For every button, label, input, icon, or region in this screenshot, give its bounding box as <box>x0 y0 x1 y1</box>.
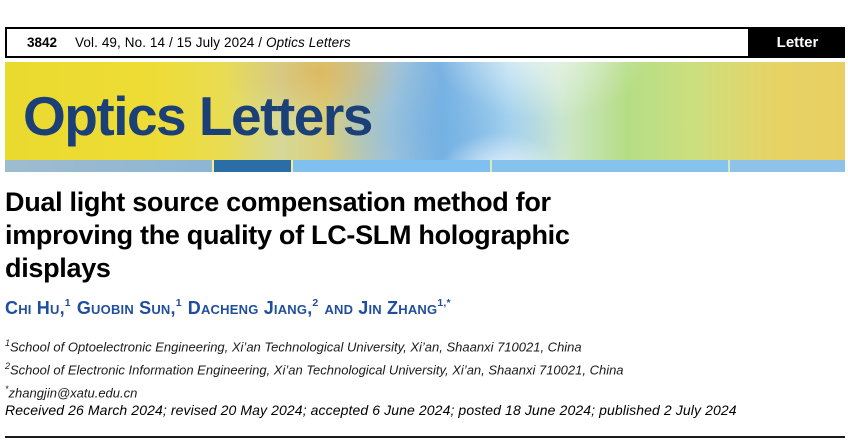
author-1-affil-mark: 1 <box>64 297 71 309</box>
publication-history: Received 26 March 2024; revised 20 May 2024; accepted 6 June 2024; posted 18 June 2024; published 2 July 2024 <box>5 402 737 418</box>
title-line-1: Dual light source compensation method for <box>5 187 551 217</box>
affiliation-2: $^2$School of Electronic Information Engineering, Xi’an Technological University, Xi’an, Shaanxi 710021, China <box>5 360 624 378</box>
author-3-affil-mark: 2 <box>312 297 319 309</box>
email-text: zhangjin@xatu.edu.cn <box>8 384 138 400</box>
journal-logo: Optics Letters <box>23 85 372 147</box>
title-line-2: improving the quality of LC-SLM holographic <box>5 220 570 250</box>
authors-line <box>5 298 457 319</box>
affiliation-1-mark: 1 <box>5 338 11 348</box>
journal-citation <box>75 35 351 50</box>
affiliation-2-mark: 2 <box>5 360 11 371</box>
citation-header-bar <box>5 27 845 58</box>
author-2: Guobin Sun,$^1$ <box>76 297 182 318</box>
accent-segment <box>730 160 845 172</box>
page-number: 3842 <box>27 35 58 50</box>
affiliation-1: $^1$School of Optoelectronic Engineering, Xi’an Technological University, Xi’an, Shaanxi 710021, China <box>5 338 582 355</box>
citation-volume-date: Vol. 49, No. 14 / 15 July 2024 / <box>75 35 266 50</box>
author-1: Chi Hu,$^1$ <box>5 297 71 318</box>
author-2-affil-mark: 1 <box>175 297 182 309</box>
author-4: Jin Zhang$^{1,*}$ <box>358 297 451 318</box>
author-conjunction: and <box>324 298 354 318</box>
citation-journal-name: Optics Letters <box>265 35 351 50</box>
affiliations-block <box>5 334 624 402</box>
accent-segment <box>492 160 728 172</box>
accent-segment-dark <box>214 160 291 172</box>
article-type-badge: Letter <box>750 27 845 58</box>
accent-segment <box>293 160 490 172</box>
banner-accent-bar <box>5 160 845 172</box>
citation-box <box>5 27 750 58</box>
author-3: Dacheng Jiang,$^2$ <box>187 297 319 318</box>
corresponding-email-mark: * <box>5 383 9 394</box>
article-title <box>5 186 570 285</box>
journal-banner <box>5 62 845 160</box>
title-line-3: displays <box>5 253 111 283</box>
corresponding-email <box>5 380 624 403</box>
section-divider-rule <box>5 436 845 438</box>
author-4-affil-mark: 1,* <box>437 297 451 309</box>
accent-segment <box>5 160 212 172</box>
